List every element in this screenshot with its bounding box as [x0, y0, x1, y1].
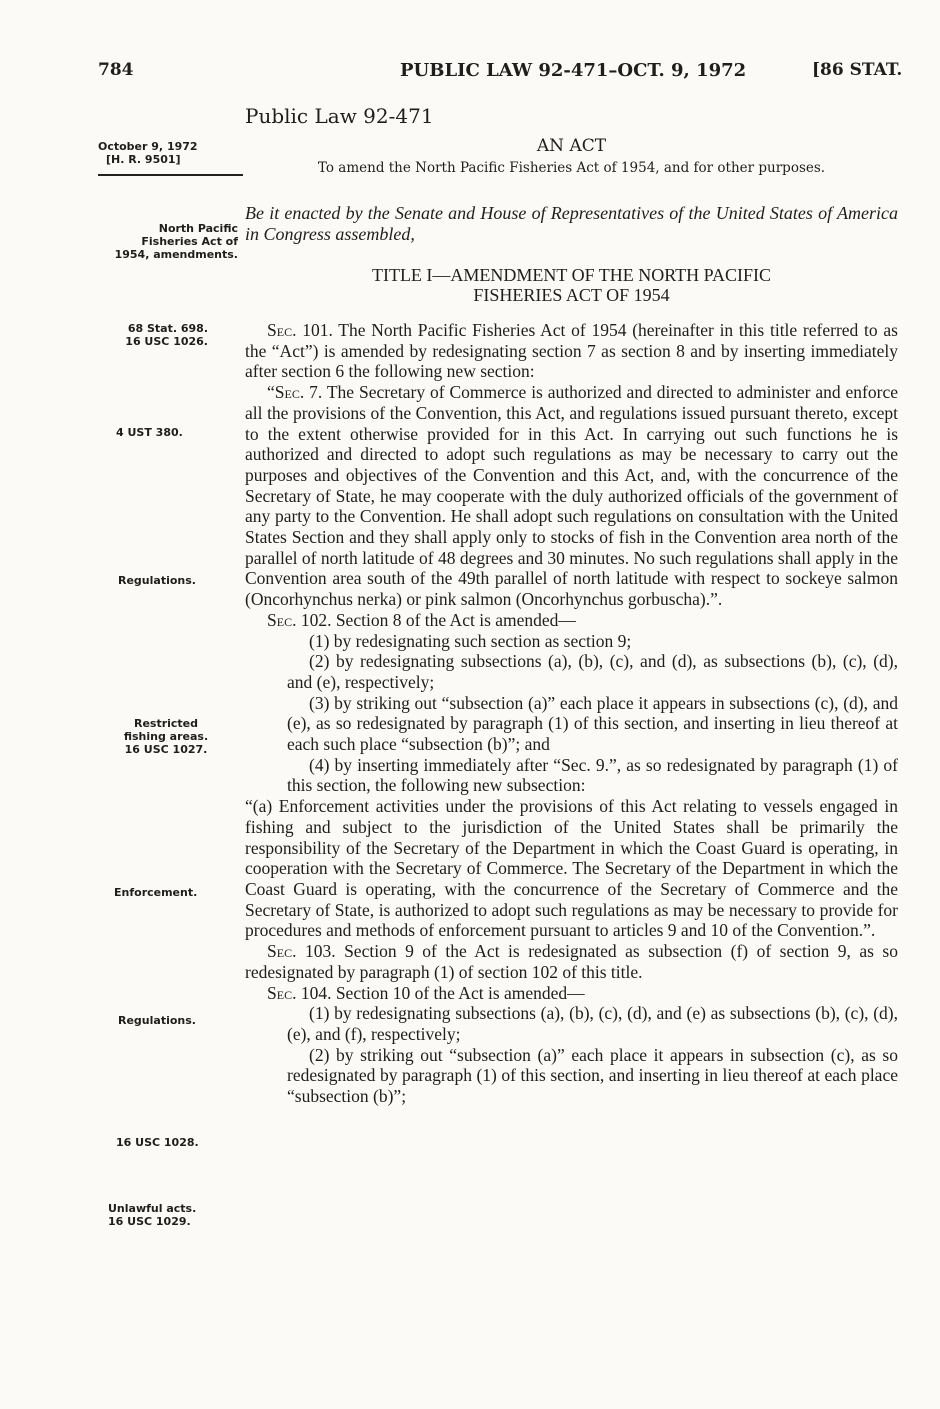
section-7-insert: “Sec. 7. The Secretary of Commerce is authorized and directed to administer and enforce all the provisions of the Convention, this Act, and regulations issued pursuant thereto, except to the extent otherwise provided for in this Act. In carrying out such functions he is authorized and directed to adopt such regulations as may be necessary to carry out the purposes and objectives of the Convention and this Act, and, with the concurrence of the Secretary of State, he may cooperate with the duly authorized officials of the government of any party to the Convention. He shall adopt such regulations on consultation with the United States Section and they shall apply only to stocks of fish in the Convention area north of the parallel of north latitude of 48 degrees and 30 minutes. No such regulations shall apply in the Convention area south of the 49th parallel of north latitude with respect to sockeye salmon (Oncorhynchus nerka) or pink salmon (Oncorhynchus gorbuscha).”. — [245, 382, 898, 610]
section-104: Sec. 104. Section 10 of the Act is amended— — [267, 982, 585, 1003]
margin-enforcement: Enforcement. — [114, 886, 198, 899]
divider-rule — [98, 174, 243, 176]
section-103: Sec. 103. Section 9 of the Act is redesignated as subsection (f) of section 9, as so redesignated by paragraph (1) of section 102 of this title. — [245, 941, 898, 982]
section-101: Sec. 101. The North Pacific Fisheries Act of 1954 (hereinafter in this title referred to as the “Act”) is amended by redesignating section 7 as section 8 and by inserting immediately after section 6 the following new section: — [245, 320, 898, 382]
margin-short-title: North Pacific Fisheries Act of 1954, amendments. — [114, 222, 238, 261]
section-102: Sec. 102. Section 8 of the Act is amended— — [267, 609, 576, 630]
margin-regulations: Regulations. — [118, 574, 196, 587]
margin-unlawful-acts: Unlawful acts. 16 USC 1029. — [108, 1202, 197, 1228]
statute-body — [245, 320, 898, 1107]
margin-restricted-fishing: Restricted fishing areas. 16 USC 1027. — [123, 717, 209, 756]
section-102-item-4: (4) by inserting immediately after “Sec. 9.”, as so redesignated by paragraph (1) of this section, the following new subsection: — [287, 754, 898, 796]
margin-citation-68-stat: 68 Stat. 698. 16 USC 1026. — [125, 322, 208, 348]
volume-citation: [86 STAT. — [812, 60, 903, 80]
section-102-item-1: (1) by redesignating such section as section 9; — [309, 630, 632, 651]
title-heading: TITLE I—AMENDMENT OF THE NORTH PACIFIC FISHERIES ACT OF 1954 — [371, 265, 772, 305]
section-104-item-2: (2) by striking out “subsection (a)” each place it appears in subsection (c), as so redesignated by paragraph (1) of this section, and inserting in lieu thereof at each place “subsection (b)”; — [287, 1044, 898, 1107]
law-title: Public Law 92-471 — [245, 104, 434, 128]
page-number: 784 — [98, 60, 134, 80]
margin-bill: [H. R. 9501] — [106, 153, 181, 166]
margin-regulations-2: Regulations. — [118, 1014, 196, 1027]
act-heading: AN ACT — [536, 136, 607, 156]
margin-citation-ust: 4 UST 380. — [116, 426, 183, 439]
enacting-clause: Be it enacted by the Senate and House of Representatives of the United States of America in Congress assembled, — [245, 203, 898, 244]
running-title: PUBLIC LAW 92-471–OCT. 9, 1972 — [400, 60, 747, 81]
section-102-item-3: (3) by striking out “subsection (a)” each place it appears in subsections (c), (d), and (e), as so redesignated by paragraph (1) of this section, and inserting in lieu thereof at each such place “subsection (b)”; and — [287, 692, 898, 755]
subsection-a-insert: “(a) Enforcement activities under the provisions of this Act relating to vessels engaged in fishing and subject to the jurisdiction of the United States shall be primarily the responsibility of the Secretary of the Department in which the Coast Guard is operating, in cooperation with the Secretary of Commerce. The Secretary of the Department in which the Coast Guard is operating, with the concurrence of the Secretary of Commerce and the Secretary of State, is authorized to adopt such regulations as may be necessary to provide for procedures and methods of enforcement pursuant to articles 9 and 10 of the Convention.”. — [245, 796, 898, 941]
margin-date: October 9, 1972 — [98, 140, 198, 153]
section-102-item-2: (2) by redesignating subsections (a), (b), (c), and (d), as subsections (b), (c), (d), and (e), respectively; — [287, 651, 898, 692]
margin-citation-1028: 16 USC 1028. — [116, 1136, 199, 1149]
section-104-item-1: (1) by redesignating subsections (a), (b), (c), (d), and (e) as subsections (b), (c), (d), (e), and (f), respectively; — [287, 1003, 898, 1044]
act-purpose: To amend the North Pacific Fisheries Act of 1954, and for other purposes. — [317, 160, 826, 176]
